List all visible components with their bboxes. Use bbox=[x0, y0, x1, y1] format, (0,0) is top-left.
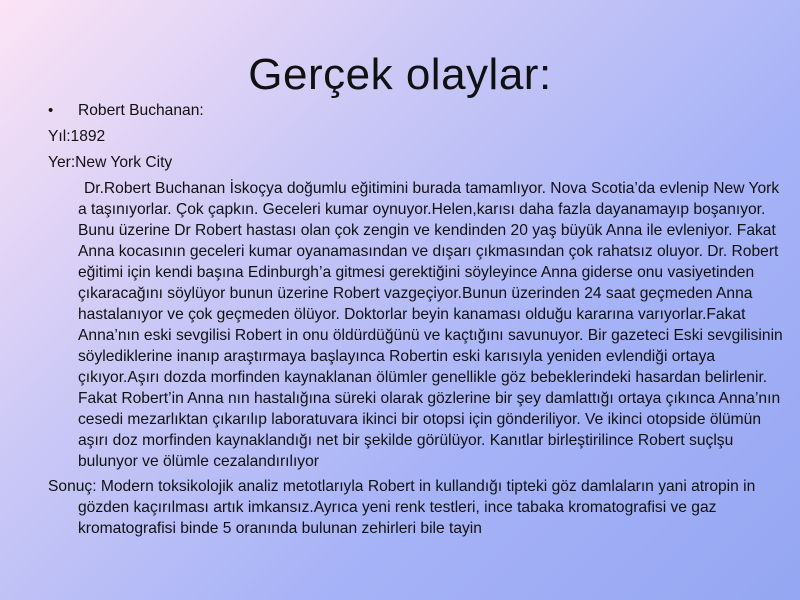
conclusion-paragraph: Sonuç: Modern toksikolojik analiz metotlarıyla Robert in kullandığı tipteki göz damlaların yani atropin in gözden kaçırılması artık imkansız.Ayrıca yeni renk testleri, ince tabaka kromatografisi ve gaz kromatografisi binde 5 oranında bulunan zehirleri bile tayin bbox=[48, 478, 756, 537]
place-line: Yer:New York City bbox=[48, 154, 173, 171]
bullet-icon: • bbox=[48, 102, 54, 119]
bullet-item bbox=[48, 100, 758, 121]
year-line: Yıl:1892 bbox=[48, 128, 106, 145]
story-paragraph: Dr.Robert Buchanan İskoçya doğumlu eğitimini burada tamamlıyor. Nova Scotia’da evlenip New York a taşınıyorlar. Çok çapkın. Geceleri kumar oynuyor.Helen,karısı daha fazla dayanamayıp boşanıyor. Bunu üzerine Dr Robert hastası olan çok zengin ve kendinden 20 yaş büyük Anna ile evleniyor. Fakat Anna kocasının geceleri kumar oyanamasından ve dışarı çıkmasından çok rahatsız oluyor. Dr. Robert eğitimi için kendi başına Edinburgh’a gitmesi gerektiğini söyleyince Anna giderse onu vasiyetinden çıkaracağını söylüyor bunun üzerine Robert vazgeçiyor.Bunun üzerinden 24 saat geçmeden Anna hastalanıyor ve çok geçmeden ölüyor. Doktorlar beyin kanaması olduğu kararına varıyorlar.Fakat Anna’nın eski sevgilisi Robert in onu öldürdüğünü ve kaçtığını savunuyor. Bir gazeteci Eski sevgilisinin söylediklerine inanıp araştırmaya başlayınca Robertin eski karısıyla yeniden evlendiği ortaya çıkıyor.Aşırı dozda morfinden kaynaklanan ölümler genellikle göz bebeklerindeki hasardan belirlenir. Fakat Robert’in Anna nın hastalığına süreki olarak gözlerine bir şey damlattığı ortaya çıkınca Anna’nın cesedi mezarlıktan çıkarılıp laboratuvara ikinci bir otopsi için gönderiliyor. Ve ikinci otopside ölümün aşırı doz morfinden kaynaklandığı net bir şekilde görülüyor. Kanıtlar birleştirilince Robert suçlşu bulunyor ve ölümle cezalandırılıyor bbox=[78, 180, 783, 470]
slide-content bbox=[48, 100, 783, 539]
slide-title: Gerçek olaylar: bbox=[248, 50, 552, 99]
bullet-text: Robert Buchanan: bbox=[78, 102, 204, 119]
